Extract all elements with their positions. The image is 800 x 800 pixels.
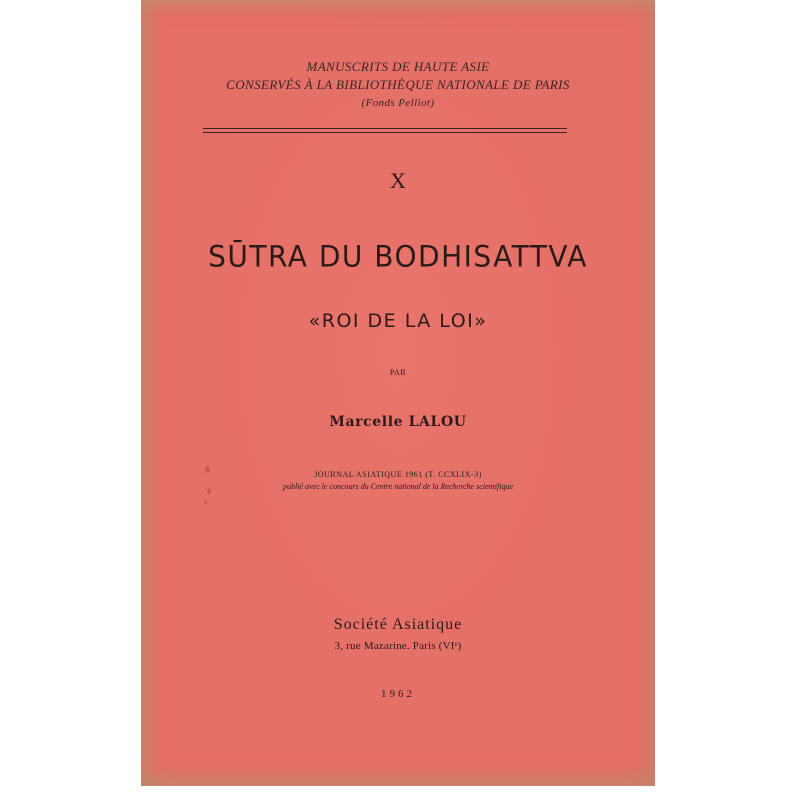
booklet-cover: [141, 0, 655, 786]
publication-year: 1962: [381, 688, 415, 700]
book-title: SŪTRA DU BODHISATTVA: [208, 239, 588, 274]
ink-stain: [207, 488, 211, 494]
divider-rule-thick: [203, 128, 567, 129]
series-line-3: (Fonds Pelliot): [361, 97, 435, 109]
series-line-1: MANUSCRITS DE HAUTE ASIE: [306, 59, 490, 74]
ink-stain: [205, 466, 210, 473]
ink-stain: [204, 500, 207, 504]
series-line-2: CONSERVÉS À LA BIBLIOTHÈQUE NATIONALE DE PARIS: [226, 77, 570, 92]
book-subtitle: «ROI DE LA LOI»: [308, 310, 488, 332]
support-credit: publié avec le concours du Centre national de la Recherche scientifique: [282, 482, 513, 491]
series-heading: [141, 58, 655, 112]
volume-number: X: [390, 168, 406, 193]
journal-reference: JOURNAL ASIATIQUE 1961 (T. CCXLIX-3): [314, 470, 482, 479]
publisher-address: 3, rue Mazarine. Paris (VIᵉ): [334, 640, 462, 652]
author-name: Marcelle LALOU: [329, 414, 467, 430]
publisher-name: Société Asiatique: [333, 616, 463, 633]
by-label: PAR: [389, 368, 407, 377]
divider-rule-thin: [203, 132, 567, 133]
